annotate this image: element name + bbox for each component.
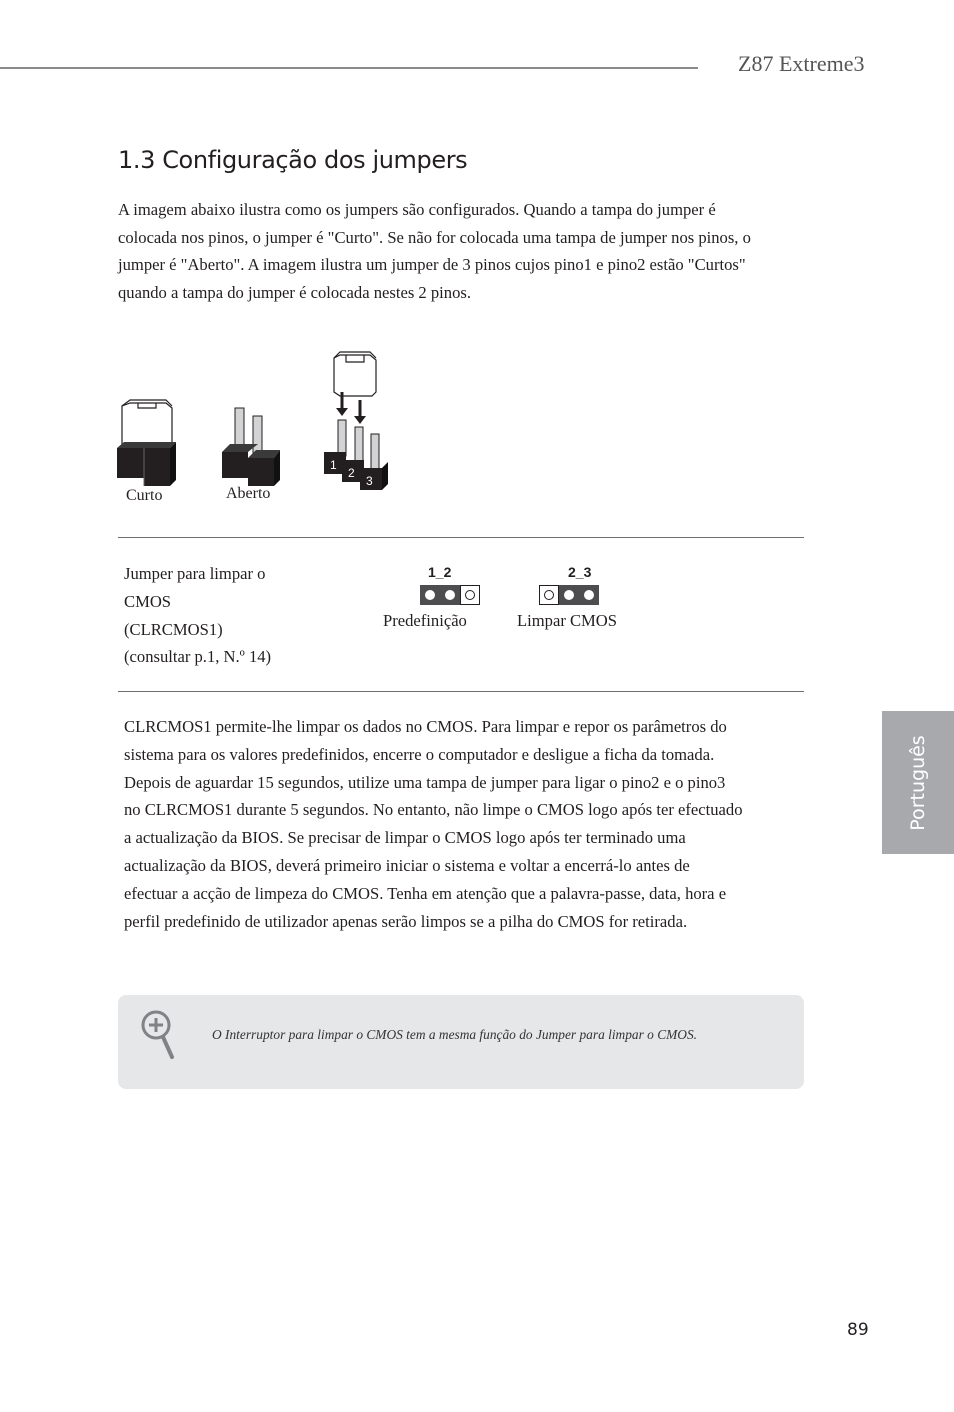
pin-shorted — [559, 585, 579, 605]
pin-number-2: 2 — [348, 466, 355, 480]
short-jumper-figure — [117, 400, 176, 486]
jumper-description — [124, 560, 271, 671]
clear-pin-diagram — [539, 585, 599, 607]
pin-number-1: 1 — [330, 458, 337, 472]
note-box — [118, 995, 804, 1089]
page-number: 89 — [847, 1320, 869, 1340]
three-pin-jumper-figure — [324, 352, 388, 490]
pin-shorted — [440, 585, 460, 605]
language-side-tab — [882, 711, 954, 854]
section-title: 1.3 Configuração dos jumpers — [118, 146, 468, 174]
default-pins-label: 1_2 — [428, 564, 452, 580]
default-pin-diagram — [420, 585, 480, 607]
language-label: Português — [907, 734, 929, 831]
magnifier-plus-icon — [140, 1009, 176, 1061]
product-name: Z87 Extreme3 — [738, 51, 865, 76]
open-label: Aberto — [226, 485, 271, 502]
pin-shorted — [420, 585, 440, 605]
pin-open — [460, 585, 480, 605]
jumper-description-line: Jumper para limpar o — [124, 564, 266, 583]
note-text: O Interruptor para limpar o CMOS tem a mesma função do Jumper para limpar o CMOS. — [212, 1027, 698, 1042]
default-setting-label: Predefinição — [383, 611, 467, 630]
short-label: Curto — [126, 487, 163, 504]
clrcmos-paragraph: CLRCMOS1 permite-lhe limpar os dados no CMOS. Para limpar e repor os parâmetros do sistema para os valores predefinidos, encerre o computador e desligue a ficha da tomada. Depois de aguardar 15 segundos, utilize uma tampa de jumper para ligar o pino2 e o pino3 no CLRCMOS1 durante 5 segundos. No entanto, não limpe o CMOS logo após ter efectuado a actualização da BIOS. Se precisar de limpar o CMOS logo após ter terminado uma actualização da BIOS, deverá primeiro iniciar o sistema e voltar a encerrá-lo antes de efectuar a acção de limpeza do CMOS. Tenha em atenção que a palavra-passe, data, hora e perfil predefinido de utilizador apenas serão limpos se a pilha do CMOS for retirada. — [124, 717, 743, 931]
clear-setting-label: Limpar CMOS — [517, 611, 618, 630]
pin-number-3: 3 — [366, 474, 373, 488]
table-bottom-rule — [118, 691, 804, 692]
pin-shorted — [579, 585, 599, 605]
jumper-illustration — [110, 348, 400, 510]
clear-pins-label: 2_3 — [568, 564, 592, 580]
jumper-description-line: (consultar p.1, N.º 14) — [124, 647, 272, 667]
intro-paragraph: A imagem abaixo ilustra como os jumpers são configurados. Quando a tampa do jumper é colocada nos pinos, o jumper é "Curto". Se não for colocada uma tampa de jumper nos pinos, o jumper é "Aberto". A imagem ilustra um jumper de 3 pinos cujos pino1 e pino2 estão "Curtos" quando a tampa do jumper é colocada nestes 2 pinos. — [118, 200, 751, 302]
pin-open — [539, 585, 559, 605]
open-jumper-figure — [222, 408, 280, 486]
header-rule — [0, 67, 698, 69]
jumper-description-line: CMOS — [124, 591, 172, 611]
table-top-rule — [118, 537, 804, 538]
jumper-description-line: (CLRCMOS1) — [124, 619, 223, 639]
